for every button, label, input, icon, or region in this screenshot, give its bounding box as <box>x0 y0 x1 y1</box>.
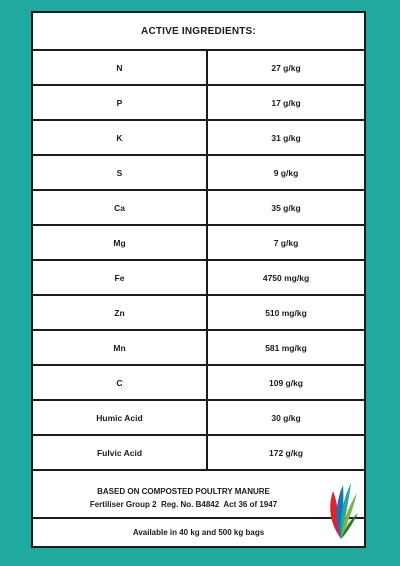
ingredient-name: Fulvic Acid <box>33 436 208 469</box>
ingredient-value: 581 mg/kg <box>265 342 307 353</box>
table-row <box>33 226 364 261</box>
ingredient-name: K <box>33 121 208 154</box>
ingredient-name: Mg <box>33 226 208 259</box>
ingredients-table <box>33 51 364 471</box>
ingredient-name: Humic Acid <box>33 401 208 434</box>
basis-text: BASED ON COMPOSTED POULTRY MANURE <box>97 487 270 496</box>
ingredient-value: 9 g/kg <box>273 167 299 178</box>
table-row <box>33 436 364 471</box>
ingredient-name: S <box>33 156 208 189</box>
table-header <box>33 13 364 51</box>
ingredient-name: C <box>33 366 208 399</box>
leaf-fan-logo-icon <box>323 475 359 541</box>
ingredient-name: Ca <box>33 191 208 224</box>
registration-text: Fertiliser Group 2 Reg. No. B4842 Act 36 of 1947 <box>89 500 278 509</box>
table-row <box>33 121 364 156</box>
ingredients-card <box>31 11 366 548</box>
table-row <box>33 191 364 226</box>
ingredient-value: 4750 mg/kg <box>262 272 310 283</box>
ingredient-name: Fe <box>33 261 208 294</box>
table-row <box>33 86 364 121</box>
table-row <box>33 156 364 191</box>
table-row <box>33 51 364 86</box>
table-row <box>33 331 364 366</box>
ingredient-value: 27 g/kg <box>271 62 301 73</box>
header-title: ACTIVE INGREDIENTS: <box>141 25 256 37</box>
ingredient-name: N <box>33 51 208 84</box>
ingredient-value: 510 mg/kg <box>265 307 307 318</box>
ingredient-value: 30 g/kg <box>271 412 301 423</box>
ingredient-name: P <box>33 86 208 119</box>
ingredient-name: Mn <box>33 331 208 364</box>
ingredient-name: Zn <box>33 296 208 329</box>
ingredient-value: 35 g/kg <box>271 202 301 213</box>
ingredient-value: 172 g/kg <box>268 447 304 458</box>
registration-section <box>33 471 364 519</box>
table-row <box>33 401 364 436</box>
table-row <box>33 296 364 331</box>
ingredient-value: 109 g/kg <box>268 377 304 388</box>
table-row <box>33 261 364 296</box>
ingredient-value: 17 g/kg <box>271 97 301 108</box>
ingredient-value: 31 g/kg <box>271 132 301 143</box>
ingredient-value: 7 g/kg <box>273 237 299 248</box>
availability-text: Available in 40 kg and 500 kg bags <box>132 528 265 537</box>
table-row <box>33 366 364 401</box>
